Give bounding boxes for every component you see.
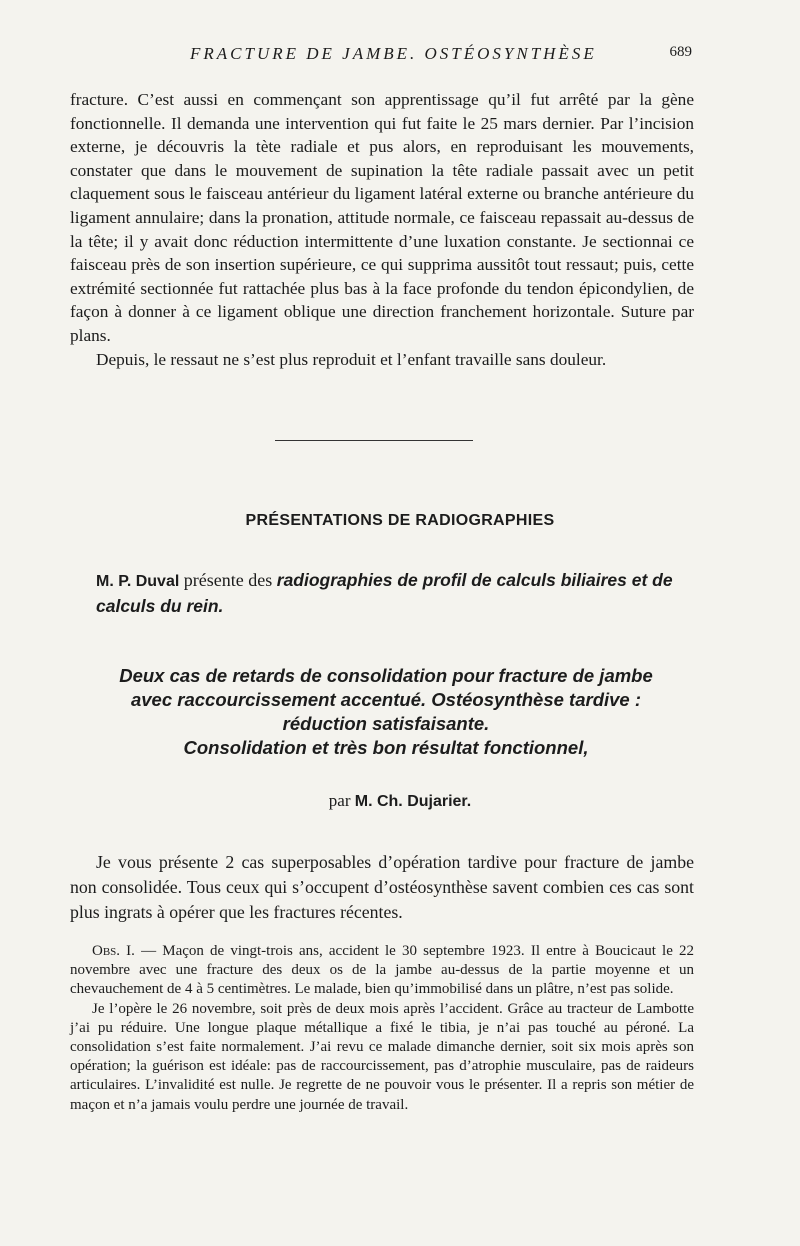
running-title: FRACTURE DE JAMBE. OSTÉOSYNTHÈSE bbox=[190, 44, 597, 63]
byline-by: par bbox=[328, 791, 351, 810]
article-title-line: réduction satisfaisante. bbox=[282, 713, 490, 734]
paragraph-text: fracture. C’est aussi en commençant son apprentissage qu’il fut arrêté par la gène fonctionnelle. Il demanda une intervention qui fut faite le 25 mars dernier. Par l’incision externe, je découvris la tète radiale et pus alors, en reproduisant les mouvements, constater que dans le mouvement de supination la tête radiale passait avec un petit claquement sous le faisceau antérieur du ligament latéral externe ou branche antérieure du ligament annulaire; dans la pronation, attitude normale, ce faisceau repassait au-dessus de la tête; il y avait donc réduction intermittente d’une luxation constante. Je sectionnai ce faisceau près de son insertion supérieure, ce qui supprima aussitôt tout ressaut; puis, cette extrémité sectionnée fut rattachée plus bas à la face profonde du tendon épicondylien, de façon à donner à ce ligament oblique une direction franchement horizontale. Suture par plans. bbox=[70, 90, 694, 345]
presentation-verb: présente des bbox=[183, 570, 273, 590]
article-title-line: Deux cas de retards de consolidation pour fracture de jambe bbox=[119, 665, 653, 686]
article-title bbox=[60, 664, 712, 760]
observation-text: — Maçon de vingt-trois ans, accident le 30 septembre 1923. Il entre à Boucicaut le 22 novembre avec une fracture des deux os de la jambe au-dessus de la partie moyenne et un chevauchement de 4 à 5 centimètres. Le malade, bien qu’immobilisé dans un plâtre, n’est pas solide. bbox=[70, 943, 694, 998]
article-title-line: avec raccourcissement accentué. Ostéosynthèse tardive : bbox=[130, 689, 642, 710]
observation-block bbox=[70, 942, 694, 1115]
presenter-name: M. P. Duval bbox=[96, 573, 180, 590]
author-name: M. Ch. Dujarier. bbox=[354, 793, 472, 810]
section-divider bbox=[275, 440, 473, 441]
byline bbox=[0, 791, 800, 811]
observation-paragraph bbox=[70, 942, 694, 1000]
presentation-line bbox=[96, 568, 710, 618]
intro-paragraph bbox=[70, 850, 694, 925]
section-title: PRÉSENTATIONS DE RADIOGRAPHIES bbox=[245, 512, 555, 529]
page-number: 689 bbox=[669, 44, 692, 60]
paragraph-text: Je vous présente 2 cas superposables d’opération tardive pour fracture de jambe non consolidée. Tous ceux qui s’occupent d’ostéosynthèse savent combien ces cas sont plus ingrats à opérer que les fractures récentes. bbox=[70, 852, 694, 922]
observation-paragraph: Je l’opère le 26 novembre, soit près de deux mois après l’accident. Grâce au tracteur de Lambotte j’ai pu réduire. Une longue plaque métallique a fixé le tibia, je n’ai pas touché au péroné. La consolidation s’est faite normalement. J’ai revu ce malade dimanche dernier, soit six mois après son opération; la guérison est idéale: pas de raccourcissement, pas d’atrophie musculaire, pas de raideurs articulaires. L’invalidité est nulle. Je regrette de ne pouvoir vous le présenter. Il a repris son métier de maçon et n’a jamais voulu perdre une journée de travail. bbox=[70, 1000, 694, 1113]
presentation-entry bbox=[70, 568, 710, 618]
paragraph-continuation bbox=[70, 88, 694, 371]
paragraph-text: Depuis, le ressaut ne s’est plus reproduit et l’enfant travaille sans douleur. bbox=[96, 349, 607, 369]
observation-label: Obs. I. bbox=[92, 943, 135, 959]
running-head bbox=[0, 44, 800, 68]
presentation-subject: radiographies de profil de calculs biliaires et de calculs du rein. bbox=[96, 570, 673, 616]
article-title-line: Consolidation et très bon résultat fonctionnel, bbox=[183, 737, 589, 758]
